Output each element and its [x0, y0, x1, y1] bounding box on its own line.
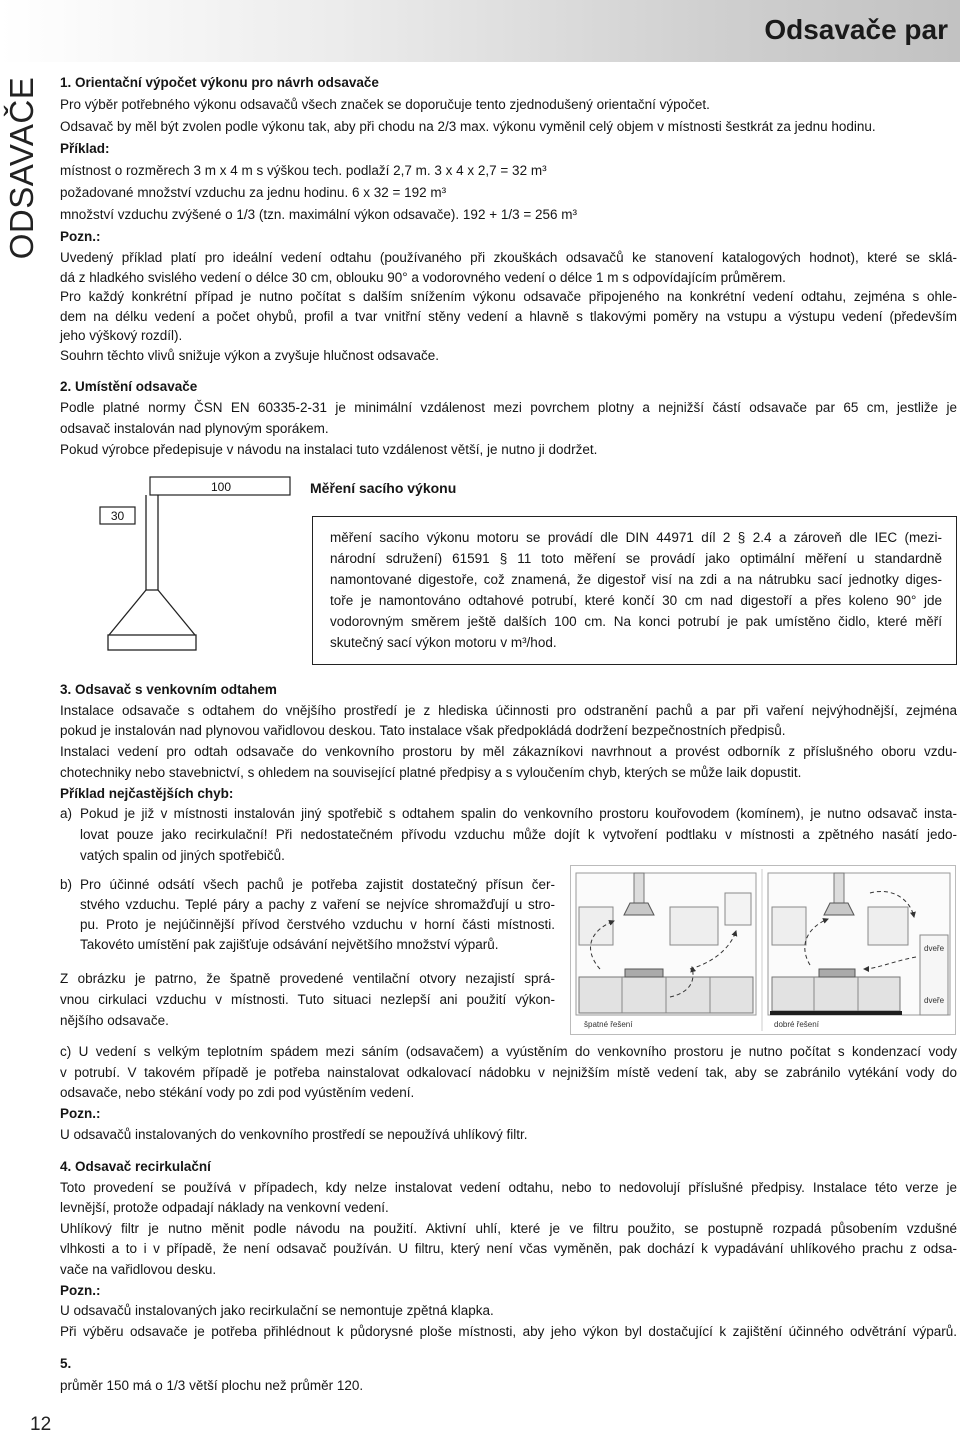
- paragraph-line: odsavač instalován nad plynovým sporákem.: [60, 421, 329, 436]
- list-item-line: lovat pouze jako recirkulační! Při nedostatečném přívodu vzduchu může dojít k vytvoření podtlaku v místnosti a zpětného nasátí jedo-: [80, 826, 957, 842]
- section-4: [60, 1157, 957, 1342]
- figure-caption-paragraph: [60, 968, 555, 1031]
- section-side-label: ODSAVAČE: [3, 76, 40, 260]
- paragraph: průměr 150 má o 1/3 větší plochu než průměr 120.: [60, 1378, 364, 1393]
- paragraph-line: pokud je instalován nad plynovou vařidlovou deskou. Tato instalace však předpokládá dodržení bezpečnostních předpisů.: [60, 723, 786, 739]
- label-door: dveře: [924, 944, 945, 953]
- list-item-a: [60, 804, 957, 866]
- box-line: vodorovným směrem ještě dalších 100 cm. Na konci potrubí je pak umístěno čidlo, které měří: [330, 614, 942, 629]
- section-heading: 5.: [60, 1356, 72, 1371]
- upper-cabinet: [579, 907, 613, 945]
- section-1-top: [60, 72, 957, 248]
- hood-chimney: [834, 873, 844, 903]
- upper-cabinet: [772, 907, 806, 945]
- box-line: měření sacího výkonu motoru se provádí dle DIN 44971 díl 2 § 2.4 a zároveň dle IEC (mezi-: [330, 530, 942, 545]
- section-2: [60, 376, 957, 460]
- floor-line: [770, 1011, 902, 1015]
- paragraph: U odsavačů instalovaných jako recirkulační se nemontuje zpětná klapka.: [60, 1303, 494, 1319]
- paragraph-line: chotechniky nebo stavebnictví, s ohledem na související platné předpisy a s vyloučením chyb, kterých se může laik dopustit.: [60, 764, 802, 780]
- list-item-line: pu. Proto je nejúčinnější přívod čerstvého vzduchu v horní části místnosti.: [80, 917, 555, 932]
- paragraph-line: Instalace odsavače s odtahem do vnějšího prostředí je z hlediska účinnosti pro odstranění pachů a par při vaření nejvýhodnější, zejména: [60, 702, 957, 718]
- page-number: 12: [30, 1414, 52, 1435]
- page-title: Odsavače par: [764, 14, 948, 45]
- paragraph-line: Uvedený příklad platí pro ideální vedení odtahu (používaného při zkouškách odsavačů ke stanovení katalogových hodnot), které se sklá-: [60, 250, 957, 265]
- list-marker: c): [60, 1044, 72, 1059]
- label-good-solution: dobré řešení: [774, 1020, 819, 1029]
- list-item-line: Takovéto umístění pak zajišťuje odsávání největšího množství výparů.: [80, 937, 499, 952]
- paragraph-line: nějšího odsavače.: [60, 1013, 169, 1028]
- list-item-line: Pro účinné odsátí všech pachů je potřeba zajistit dostatečný přísun čer-: [80, 877, 555, 892]
- paragraph: Souhrn těchto vlivů snižuje výkon a zvyšuje hlučnost odsavače.: [60, 347, 439, 363]
- example-label: Příklad:: [60, 141, 110, 156]
- section-1-notes: [60, 248, 957, 366]
- errors-label: Příklad nejčastějších chyb:: [60, 785, 234, 801]
- hood-chimney: [634, 873, 644, 903]
- list-item-line: [60, 1042, 957, 1063]
- window: [725, 893, 751, 925]
- paragraph: Pro výběr potřebného výkonu odsavačů všech značek se doporučuje tento zjednodušený orientační výpočet.: [60, 97, 710, 112]
- list-item-line: v potrubí. V takovém případě je potřeba nainstalovat odkalovací nádobku v nejnižším místě vedení tak, aby se zabránilo vytékání vody do: [60, 1064, 957, 1080]
- example-line: množství vzduchu zvýšené o 1/3 (tzn. maximální výkon odsavače). 192 + 1/3 = 256 m³: [60, 207, 578, 222]
- list-item-line: stvého vzduchu. Teplé páry a pachy z vaření se nejvíce shromažďují u stro-: [80, 897, 555, 912]
- label-bad-solution: špatné řešení: [584, 1020, 633, 1029]
- section-5: [60, 1353, 957, 1397]
- note-label: Pozn.:: [60, 229, 101, 244]
- list-item-b: [60, 875, 555, 955]
- box-line: národní sdružení) 61591 § 11 toto měření se provádí jako optimální měření u standardně: [330, 551, 942, 566]
- paragraph: Pokud výrobce předepisuje v návodu na instalaci tuto vzdálenost větší, je nutno ji dodržet.: [60, 442, 598, 457]
- good-solution-panel: [768, 873, 950, 1029]
- example-line: požadované množství vzduchu za jednu hodinu. 6 x 32 = 192 m³: [60, 185, 447, 200]
- section-heading: 1. Orientační výpočet výkonu pro návrh odsavače: [60, 75, 379, 90]
- stove: [819, 969, 855, 977]
- box-line: toře je namontováno odtahové potrubí, které končí 30 cm nad digestoří a přes koleno 90° jde: [330, 593, 942, 608]
- paragraph-line: Z obrázku je patrno, že špatně provedené ventilační otvory nezajistí sprá-: [60, 971, 555, 986]
- counter: [772, 977, 900, 1011]
- list-item-c: [60, 1042, 957, 1146]
- list-item-line: vatých spalin od jiných spotřebičů.: [80, 847, 285, 863]
- note-label: Pozn.:: [60, 1282, 101, 1298]
- paragraph-line: dá z hladkého svislého vedení o délce 30 cm, oblouku 90° a vodorovného vedení o délce 1 m s odpovídajícím průměrem.: [60, 269, 786, 285]
- paragraph-line: Podle platné normy ČSN EN 60335-2-31 je minimální vzdálenost mezi povrchem plotny a nejnižší částí odsavače par 65 cm, jestliže je: [60, 400, 957, 415]
- paragraph: Odsavač by měl být zvolen podle výkonu tak, aby při chodu na 2/3 max. výkonu vyměnil celý objem v místnosti šestkrát za jednu hodinu.: [60, 119, 876, 134]
- section-3-top: [60, 680, 957, 804]
- dimension-label-side: 30: [110, 509, 125, 523]
- measurement-box: [312, 516, 957, 665]
- dimension-label-top: 100: [210, 480, 232, 494]
- paragraph-line: vlhkosti a to i v případě, že není odsavač používán. U filtru, který není včas vyměněn, pak dochází k vypadávání uhlíkového prachu z odsa-: [60, 1241, 957, 1257]
- paragraph-line: dem na délku vedení a počet ohybů, profil a tvar vnitřní stěny vedení a hlavně s tlakovými poměry na vstupu a výstupu vedení (především: [60, 308, 957, 324]
- example-line: místnost o rozměrech 3 m x 4 m s výškou tech. podlaží 2,7 m. 3 x 4 x 2,7 = 32 m³: [60, 163, 547, 178]
- paragraph-line: Pro každý konkrétní případ je nutno počítat s dalším snížením výkonu odsavače připojeného na konkrétní vedení odtahu, zejména s ohle-: [60, 289, 957, 305]
- bad-solution-panel: [576, 873, 756, 1029]
- section-heading: 4. Odsavač recirkulační: [60, 1159, 211, 1174]
- list-item-text: U vedení s velkým teplotním spádem mezi sáním (odsavačem) a vyústěním do venkovního prostoru je nutno počítat s kondenzací vody: [78, 1044, 957, 1059]
- paragraph-line: Toto provedení se používá v případech, kdy nelze instalovat vedení odtahu, nebo to nedovolují příslušné předpisy. Instalace této verze je: [60, 1179, 957, 1195]
- list-marker: b): [60, 877, 73, 892]
- list-marker: a): [60, 806, 73, 822]
- stove: [625, 969, 663, 977]
- header-bar: [0, 0, 960, 62]
- section-heading: 2. Umístění odsavače: [60, 379, 198, 394]
- paragraph-line: jeho výškový rozdíl).: [60, 328, 183, 344]
- note-label: Pozn.:: [60, 1106, 101, 1122]
- upper-cabinet: [868, 907, 908, 945]
- paragraph-line: Uhlíkový filtr je nutno měnit podle návodu na použití. Aktivní uhlí, které je ve filtru použito, se postupně rozpadá působením vzdušné: [60, 1220, 957, 1236]
- list-item-line: odsavače, nebo stékání vody po zdi pod vyústěním vedení.: [60, 1085, 415, 1101]
- hood-measurement-diagram: [95, 470, 295, 656]
- label-door: dveře: [924, 996, 945, 1005]
- box-line: skutečný sací výkon motoru v m³/hod.: [330, 635, 557, 650]
- paragraph: U odsavačů instalovaných do venkovního prostředí se nepoužívá uhlíkový filtr.: [60, 1126, 528, 1142]
- list-item-line: Pokud je již v místnosti instalován jiný spotřebič s odtahem spalin do venkovního prostoru kouřovodem (komínem), je nutno odsavač insta-: [80, 806, 957, 822]
- paragraph: Při výběru odsavače je potřeba přihlédnout k půdorysné ploše místnosti, aby jeho výkon byl dostačující k zajištění účinného odvětrání výparů.: [60, 1323, 957, 1339]
- paragraph-line: Instalaci vedení pro odtah odsavače do venkovního prostoru by měl zákazníkovi navrhnout a provést odborník z příslušného oboru vzdu-: [60, 744, 957, 760]
- paragraph-line: vnou cirkulaci vzduchu v místnosti. Tuto situaci nezlepší ani použití výkon-: [60, 992, 555, 1007]
- paragraph-line: levnější, protože odpadají náklady na venkovní vedení.: [60, 1200, 389, 1216]
- upper-cabinet: [670, 907, 718, 945]
- kitchen-ventilation-figure: [570, 865, 956, 1035]
- paragraph-line: vače na vařidlovou desku.: [60, 1261, 217, 1277]
- section-heading: 3. Odsavač s venkovním odtahem: [60, 682, 277, 697]
- box-line: namontované digestoře, což znamená, že digestoř visí na zdi a na nátrubku sací jednotky diges-: [330, 572, 942, 587]
- measurement-heading: Měření sacího výkonu: [310, 480, 457, 496]
